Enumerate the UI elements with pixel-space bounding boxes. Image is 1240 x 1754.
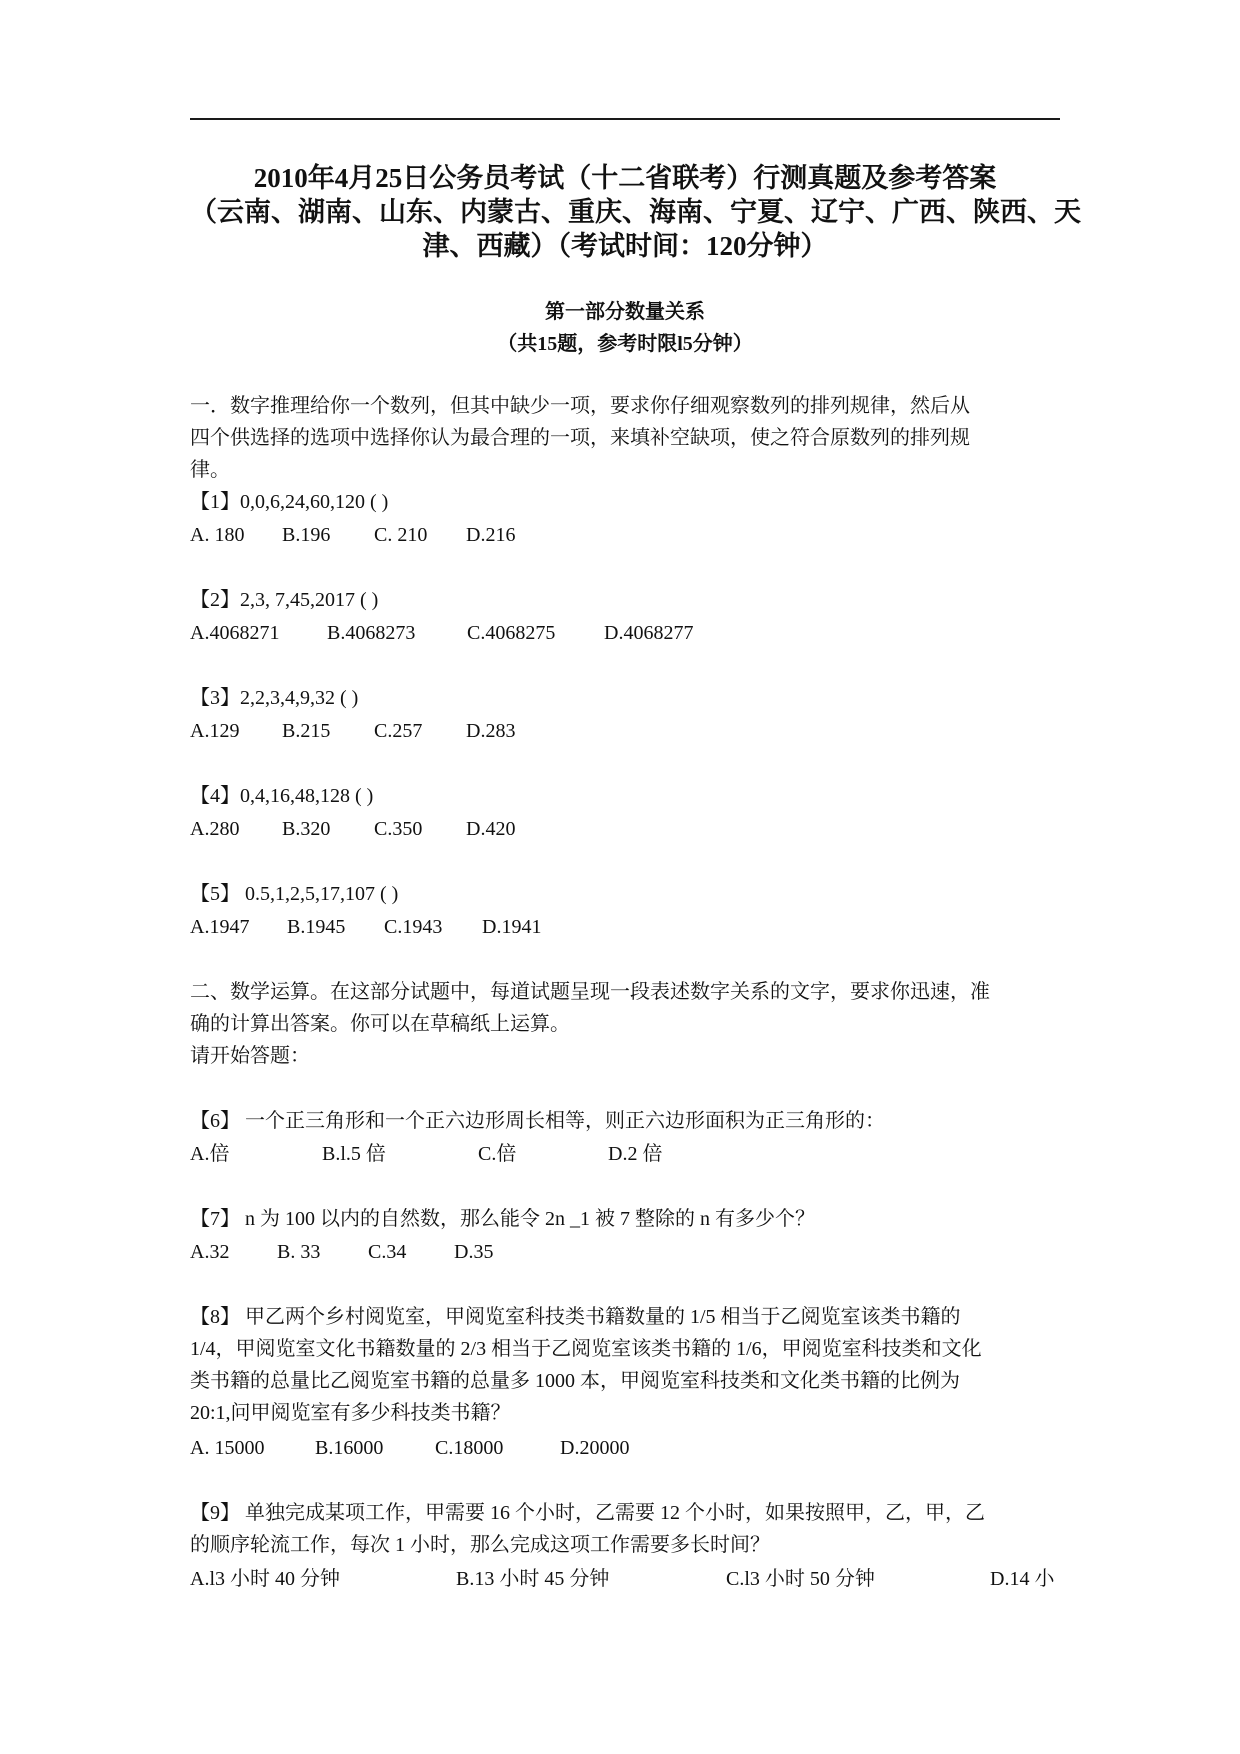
option-d: D.14 小 — [990, 1568, 1055, 1590]
question-1-stem: 【1】0,0,6,24,60,120 ( ) — [190, 491, 389, 513]
question-3-stem: 【3】2,2,3,4,9,32 ( ) — [190, 687, 359, 709]
option-b: B.215 — [282, 720, 331, 742]
option-a: A.1947 — [190, 916, 250, 938]
option-a: A.倍 — [190, 1143, 230, 1165]
section1-intro-line: 一．数字推理给你一个数列，但其中缺少一项，要求你仔细观察数列的排列规律，然后从 — [190, 395, 970, 417]
option-a: A.129 — [190, 720, 240, 742]
option-b: B.16000 — [315, 1437, 384, 1459]
option-d: D.35 — [454, 1241, 494, 1263]
question-stem-line: 1/4，甲阅览室文化书籍数量的 2/3 相当于乙阅览室该类书籍的 1/6，甲阅览室科技类和文化 — [190, 1338, 982, 1360]
option-d: D.283 — [466, 720, 516, 742]
option-b: B.l.5 倍 — [322, 1143, 386, 1165]
option-b: B. 33 — [277, 1241, 321, 1263]
option-d: D.20000 — [560, 1437, 630, 1459]
option-c: C.18000 — [435, 1437, 504, 1459]
option-a: A.280 — [190, 818, 240, 840]
option-a: A. 180 — [190, 524, 245, 546]
option-d: D.2 倍 — [608, 1143, 663, 1165]
title-line-1: 2010年4月25日公务员考试（十二省联考）行测真题及参考答案 — [253, 163, 997, 193]
question-stem-line: 20:1,问甲阅览室有多少科技类书籍？ — [190, 1402, 511, 1424]
option-b: B.196 — [282, 524, 331, 546]
question-stem-line: 的顺序轮流工作，每次 1 小时，那么完成这项工作需要多长时间？ — [190, 1534, 770, 1556]
section2-intro — [190, 976, 1060, 1072]
question-stem-line: 【6】 一个正三角形和一个正六边形周长相等，则正六边形面积为正三角形的： — [190, 1110, 885, 1132]
option-c: C.257 — [374, 720, 423, 742]
section2-intro-line: 二、数学运算。在这部分试题中，每道试题呈现一段表述数字关系的文字，要求你迅速，准 — [190, 981, 990, 1003]
option-d: D.4068277 — [604, 622, 694, 644]
option-b: B.4068273 — [327, 622, 416, 644]
section1-intro-line: 律。 — [190, 459, 230, 481]
part1-heading-block — [190, 296, 1060, 360]
question-stem-line: 类书籍的总量比乙阅览室书籍的总量多 1000 本，甲阅览室科技类和文化类书籍的比例为 — [190, 1370, 960, 1392]
section2-intro-line: 请开始答题： — [190, 1045, 310, 1067]
question-9-stem — [190, 1497, 1060, 1561]
option-c: C.350 — [374, 818, 423, 840]
title-line-2: （云南、湖南、山东、内蒙古、重庆、海南、宁夏、辽宁、广西、陕西、天 — [190, 197, 1081, 227]
question-stem-line: 【9】 单独完成某项工作，甲需要 16 个小时，乙需要 12 个小时，如果按照甲，乙，甲，乙 — [190, 1502, 985, 1524]
question-stem-line: 【7】 n 为 100 以内的自然数，那么能令 2n _1 被 7 整除的 n 有多少个？ — [190, 1208, 815, 1230]
part1-subheading: （共15题，参考时限l5分钟） — [497, 333, 753, 355]
header-rule — [190, 118, 1060, 120]
option-c: C.4068275 — [467, 622, 556, 644]
option-c: C. 210 — [374, 524, 428, 546]
question-5-stem: 【5】 0.5,1,2,5,17,107 ( ) — [190, 883, 399, 905]
option-a: A.l3 小时 40 分钟 — [190, 1568, 340, 1590]
title-line-3: 津、西藏）（考试时间：120分钟） — [422, 231, 828, 261]
option-d: D.216 — [466, 524, 516, 546]
option-a: A. 15000 — [190, 1437, 265, 1459]
section2-intro-line: 确的计算出答案。你可以在草稿纸上运算。 — [190, 1013, 570, 1035]
section1-intro-line: 四个供选择的选项中选择你认为最合理的一项，来填补空缺项，使之符合原数列的排列规 — [190, 427, 970, 449]
option-b: B.1945 — [287, 916, 346, 938]
document-title — [190, 161, 1081, 263]
option-a: A.4068271 — [190, 622, 280, 644]
question-2-stem: 【2】2,3, 7,45,2017 ( ) — [190, 589, 379, 611]
part1-heading: 第一部分数量关系 — [545, 301, 705, 323]
option-c: C.倍 — [478, 1143, 517, 1165]
question-7-stem — [190, 1203, 1060, 1235]
option-a: A.32 — [190, 1241, 230, 1263]
section1-intro — [190, 390, 1060, 486]
option-d: D.420 — [466, 818, 516, 840]
option-c: C.34 — [368, 1241, 407, 1263]
option-d: D.1941 — [482, 916, 542, 938]
option-b: B.320 — [282, 818, 331, 840]
question-8-stem — [190, 1301, 1060, 1429]
question-4-stem: 【4】0,4,16,48,128 ( ) — [190, 785, 374, 807]
question-stem-line: 【8】 甲乙两个乡村阅览室，甲阅览室科技类书籍数量的 1/5 相当于乙阅览室该类书籍的 — [190, 1306, 961, 1328]
option-b: B.13 小时 45 分钟 — [456, 1568, 610, 1590]
question-6-stem — [190, 1105, 1060, 1137]
option-c: C.1943 — [384, 916, 443, 938]
option-c: C.l3 小时 50 分钟 — [726, 1568, 875, 1590]
